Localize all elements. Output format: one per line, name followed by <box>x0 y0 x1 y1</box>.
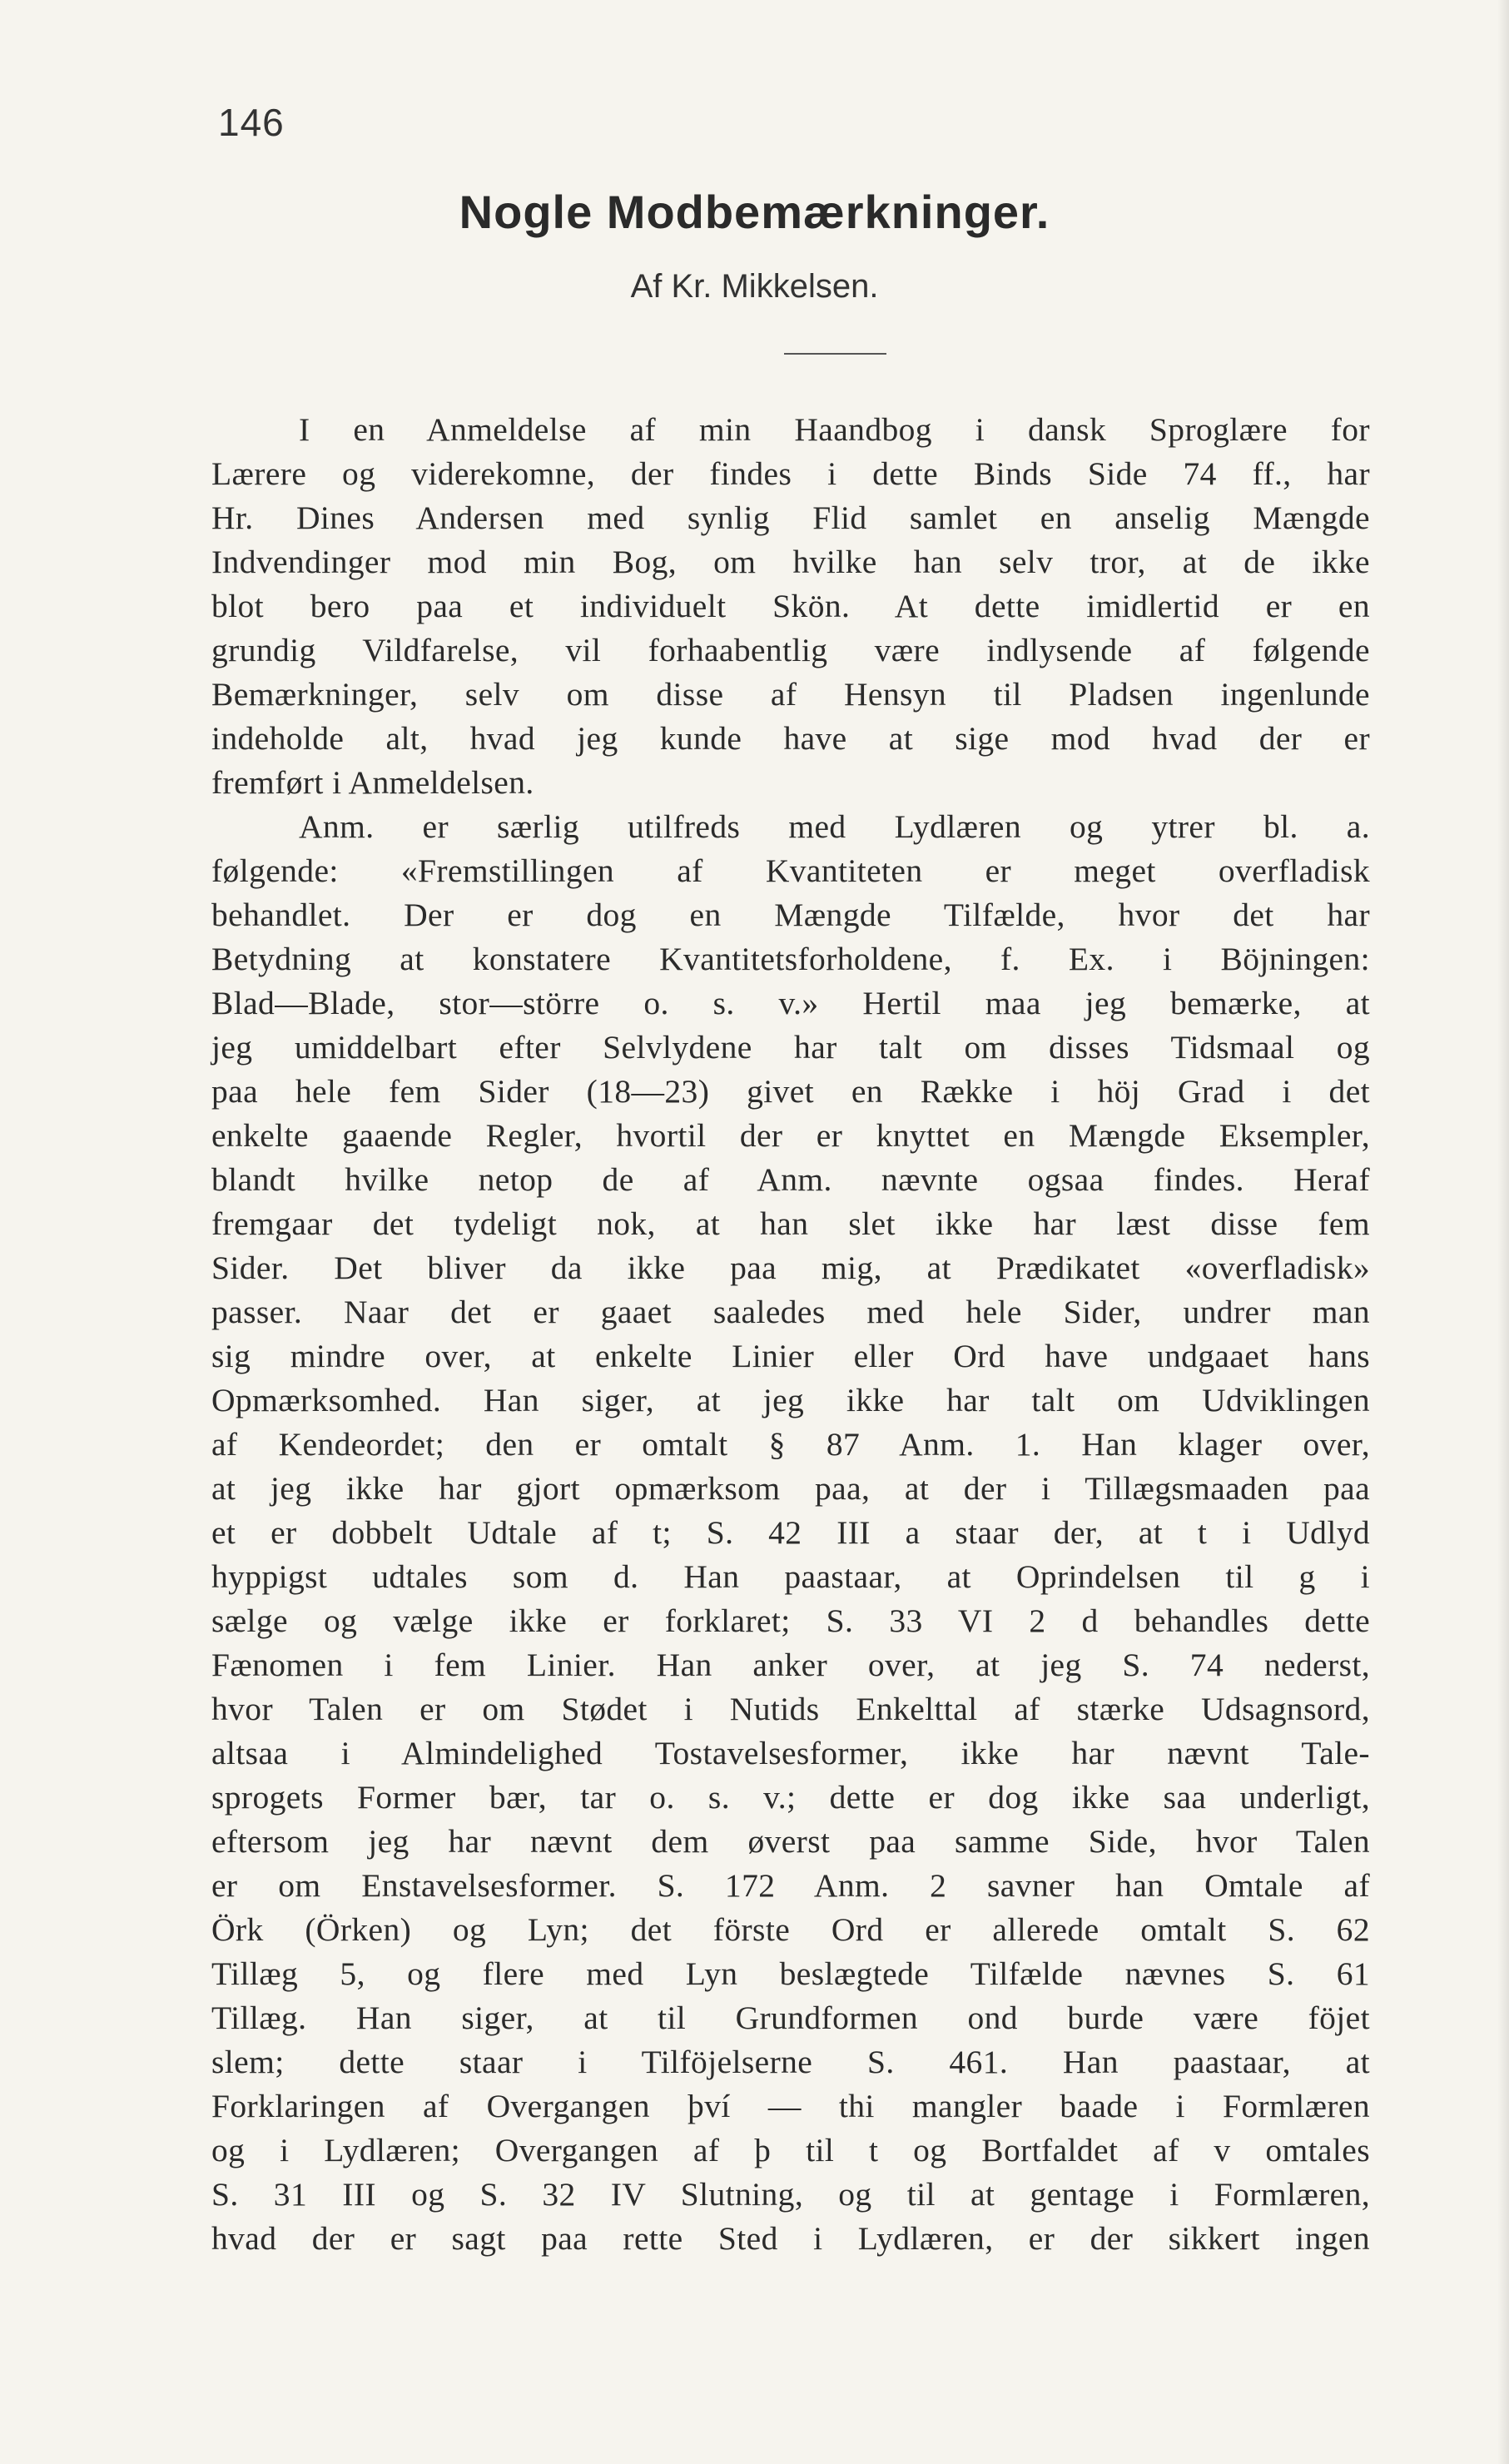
page-edge-shadow <box>1497 0 1509 2464</box>
text-line: grundig Vildfarelse, vil forhaabentlig være indlysende af følgende <box>211 632 1370 668</box>
article-title: Nogle Modbemærkninger. <box>459 186 1050 238</box>
text-line: et er dobbelt Udtale af t; S. 42 III a staar der, at t i Udlyd <box>211 1514 1370 1551</box>
text-line: sig mindre over, at enkelte Linier eller Ord have undgaaet hans <box>211 1338 1370 1374</box>
text-line: følgende: «Fremstillingen af Kvantiteten er meget overfladisk <box>211 852 1370 889</box>
text-line: jeg umiddelbart efter Selvlydene har talt om disses Tidsmaal og <box>211 1029 1370 1066</box>
article-author: Af Kr. Mikkelsen. <box>630 268 879 305</box>
text-line: paa hele fem Sider (18—23) givet en Række i höj Grad i det <box>211 1073 1370 1110</box>
text-line: Opmærksomhed. Han siger, at jeg ikke har talt om Udviklingen <box>211 1382 1370 1418</box>
text-line: I en Anmeldelse af min Haandbog i dansk Sproglære for <box>299 411 1370 448</box>
text-line: Fænomen i fem Linier. Han anker over, at jeg S. 74 nederst, <box>211 1647 1370 1683</box>
text-line: enkelte gaaende Regler, hvortil der er knyttet en Mængde Eksempler, <box>211 1117 1370 1154</box>
text-line: passer. Naar det er gaaet saaledes med hele Sider, undrer man <box>211 1294 1370 1330</box>
text-line: blandt hvilke netop de af Anm. nævnte ogsaa findes. Heraf <box>211 1161 1370 1198</box>
text-line: hvor Talen er om Stødet i Nutids Enkelttal af stærke Udsagnsord, <box>211 1691 1370 1727</box>
text-line: eftersom jeg har nævnt dem øverst paa samme Side, hvor Talen <box>211 1823 1370 1860</box>
text-line: og i Lydlæren; Overgangen af þ til t og Bortfaldet af v omtales <box>211 2132 1370 2168</box>
text-line: altsaa i Almindelighed Tostavelsesformer, ikke har nævnt Tale- <box>211 1735 1370 1771</box>
text-line: behandlet. Der er dog en Mængde Tilfælde, hvor det har <box>211 897 1370 933</box>
title-divider <box>784 353 886 355</box>
text-line: blot bero paa et individuelt Skön. At dette imidlertid er en <box>211 588 1370 624</box>
text-line: Betydning at konstatere Kvantitetsforholdene, f. Ex. i Böjningen: <box>211 941 1370 977</box>
text-line: slem; dette staar i Tilföjelserne S. 461. Han paastaar, at <box>211 2044 1370 2080</box>
text-line: Tillæg 5, og flere med Lyn beslægtede Tilfælde nævnes S. 61 <box>211 1955 1370 1992</box>
page-number: 146 <box>218 101 285 144</box>
text-line: Sider. Det bliver da ikke paa mig, at Prædikatet «overfladisk» <box>211 1249 1370 1286</box>
text-line: fremgaar det tydeligt nok, at han slet ikke har læst disse fem <box>211 1205 1370 1242</box>
text-line: hvad der er sagt paa rette Sted i Lydlæren, er der sikkert ingen <box>211 2220 1370 2257</box>
text-line: Lærere og viderekomne, der findes i dette Binds Side 74 ff., har <box>211 455 1370 492</box>
text-line: Tillæg. Han siger, at til Grundformen ond burde være föjet <box>211 2000 1370 2036</box>
text-line: Bemærkninger, selv om disse af Hensyn til Pladsen ingenlunde <box>211 676 1370 713</box>
text-line: af Kendeordet; den er omtalt § 87 Anm. 1. Han klager over, <box>211 1426 1370 1463</box>
text-line: Anm. er særlig utilfreds med Lydlæren og ytrer bl. a. <box>299 808 1370 845</box>
text-line: hyppigst udtales som d. Han paastaar, at Oprindelsen til g i <box>211 1558 1370 1595</box>
text-line: Hr. Dines Andersen med synlig Flid samlet en anselig Mængde <box>211 499 1370 536</box>
text-line: Blad—Blade, stor—större o. s. v.» Hertil maa jeg bemærke, at <box>211 985 1370 1021</box>
text-line: S. 31 III og S. 32 IV Slutning, og til at gentage i Formlæren, <box>211 2176 1370 2213</box>
text-line: er om Enstavelsesformer. S. 172 Anm. 2 savner han Omtale af <box>211 1867 1370 1904</box>
text-line: sælge og vælge ikke er forklaret; S. 33 VI 2 d behandles dette <box>211 1602 1370 1639</box>
body-text <box>211 408 1370 2261</box>
text-line: Forklaringen af Overgangen því — thi mangler baade i Formlæren <box>211 2088 1370 2124</box>
text-line: Indvendinger mod min Bog, om hvilke han selv tror, at de ikke <box>211 544 1370 580</box>
text-line: at jeg ikke har gjort opmærksom paa, at der i Tillægsmaaden paa <box>211 1470 1370 1507</box>
text-line: indeholde alt, hvad jeg kunde have at sige mod hvad der er <box>211 720 1370 757</box>
text-line: Örk (Örken) og Lyn; det förste Ord er allerede omtalt S. 62 <box>211 1911 1370 1948</box>
text-line: fremført i Anmeldelsen. <box>211 764 534 801</box>
text-line: sprogets Former bær, tar o. s. v.; dette er dog ikke saa underligt, <box>211 1779 1370 1816</box>
